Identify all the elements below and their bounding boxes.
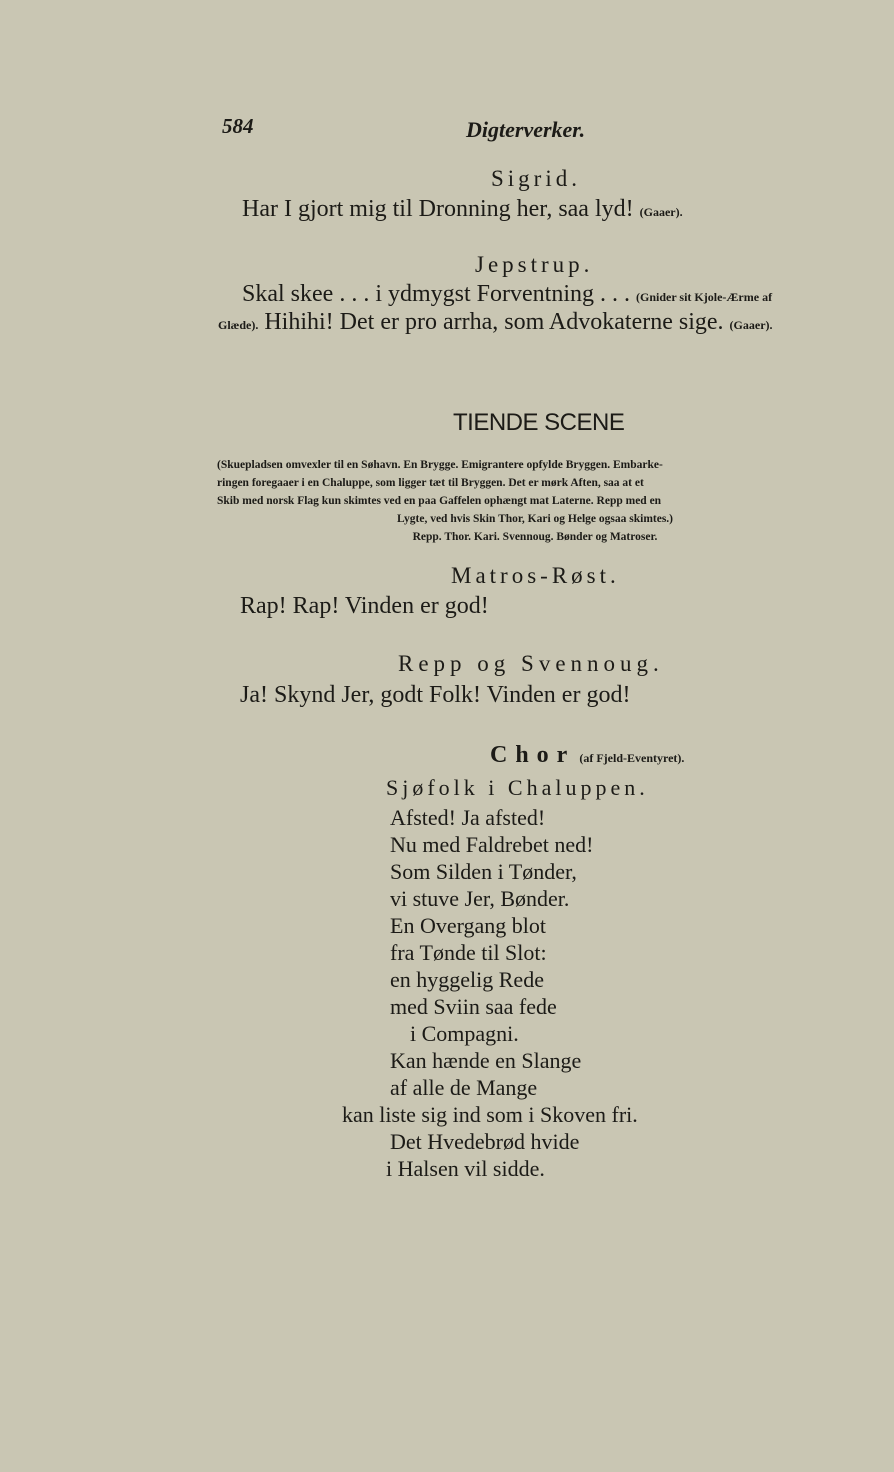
verse-line: Nu med Faldrebet ned! <box>390 832 594 857</box>
speaker-name: Chor <box>490 742 576 768</box>
speaker-chor <box>490 742 684 769</box>
verse-line: kan liste sig ind som i Skoven fri. <box>342 1102 638 1127</box>
dialogue-text: Har I gjort mig til Dronning her, saa lyd! <box>242 196 634 222</box>
stage-direction-inline: (Gaaer). <box>729 318 773 332</box>
verse-line: Kan hænde en Slange <box>390 1048 582 1073</box>
verse-line: med Sviin saa fede <box>390 994 557 1019</box>
verse-line: Afsted! Ja afsted! <box>390 805 546 830</box>
verse-line: Det Hvedebrød hvide <box>390 1129 580 1154</box>
speaker-repp-svennoug: Repp og Svennoug. <box>398 651 664 676</box>
stage-direction-inline: Glæde). <box>218 318 259 332</box>
verse-line: af alle de Mange <box>390 1075 538 1100</box>
dialogue-line <box>242 196 683 223</box>
dialogue-text: Rap! Rap! Vinden er god! <box>240 593 489 619</box>
verse-line: fra Tønde til Slot: <box>390 940 547 965</box>
stage-direction-inline: (af Fjeld-Eventyret). <box>579 751 685 765</box>
dialogue-text: Skal skee . . . i ydmygst Forventning . . . <box>242 281 630 307</box>
stage-direction-line: Lygte, ved hvis Skin Thor, Kari og Helge ogsaa skimtes.) <box>396 513 674 525</box>
dialogue-line <box>242 281 772 308</box>
verse-line: vi stuve Jer, Bønder. <box>390 886 570 911</box>
stage-direction-line: Skib med norsk Flag kun skimtes ved en paa Gaffelen ophængt mat Laterne. Repp med en <box>217 495 662 507</box>
stage-direction-inline: (Gnider sit Kjole-Ærme af <box>635 290 773 304</box>
speaker-jepstrup: Jepstrup. <box>475 252 594 277</box>
dialogue-text: Ja! Skynd Jer, godt Folk! Vinden er god! <box>240 682 631 708</box>
running-head: Digterverker. <box>466 117 586 142</box>
scene-title: TIENDE SCENE <box>453 409 625 436</box>
dialogue-line <box>218 309 773 336</box>
stage-direction-line: ringen foregaaer i en Chaluppe, som ligger tæt til Bryggen. Det er mørk Aften, saa at et <box>217 477 644 489</box>
verse-subtitle: Sjøfolk i Chaluppen. <box>386 775 649 800</box>
verse-line: En Overgang blot <box>390 913 547 938</box>
cast-list: Repp. Thor. Kari. Svennoug. Bønder og Matroser. <box>412 531 658 543</box>
stage-direction-line: (Skuepladsen omvexler til en Søhavn. En Brygge. Emigrantere opfylde Bryggen. Embarke- <box>217 459 663 471</box>
page-number: 584 <box>222 114 254 138</box>
verse-line: Som Silden i Tønder, <box>390 859 577 884</box>
speaker-matros: Matros-Røst. <box>451 563 620 588</box>
verse-line: i Compagni. <box>410 1021 519 1046</box>
verse-line: en hyggelig Rede <box>390 967 544 992</box>
stage-direction-inline: (Gaaer). <box>639 205 683 219</box>
dialogue-text: Hihihi! Det er pro arrha, som Advokaterne sige. <box>264 309 724 335</box>
speaker-sigrid: Sigrid. <box>491 166 581 191</box>
verse-line: i Halsen vil sidde. <box>386 1156 545 1181</box>
stage-direction-block <box>217 456 853 546</box>
